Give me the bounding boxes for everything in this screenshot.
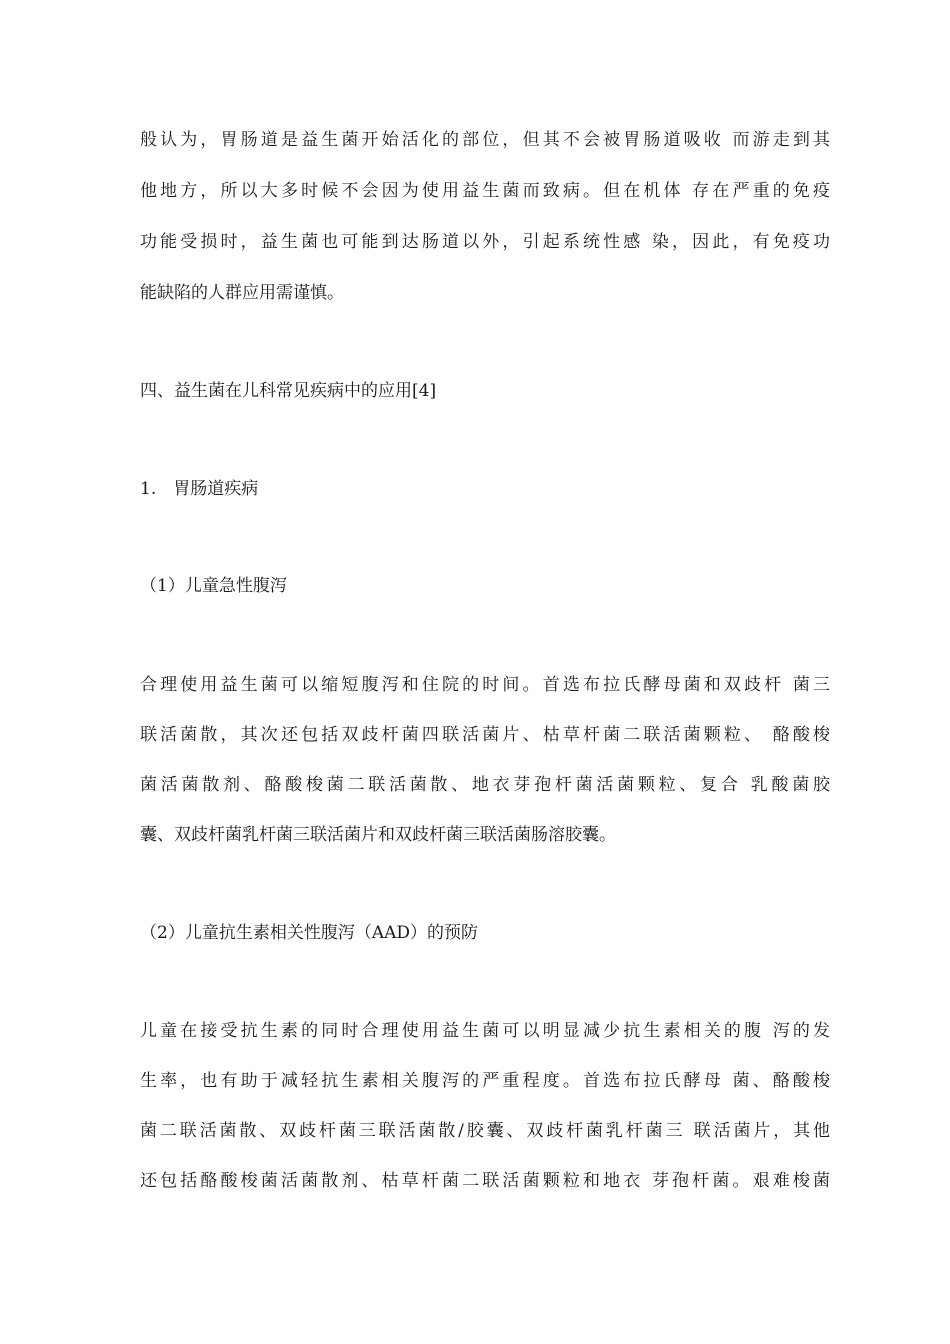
subsection-heading: 1. 胃肠道疾病 <box>140 479 259 499</box>
paragraph-3-line-2: 生率，也有助于减轻抗生素相关腹泻的严重程度。首选布拉氏酵母 菌、酪酸梭 <box>140 1071 830 1091</box>
paragraph-1-line-4: 能缺陷的人群应用需谨慎。 <box>140 283 344 303</box>
paragraph-3-line-4: 还包括酪酸梭菌活菌散剂、枯草杆菌二联活菌颗粒和地衣 芽孢杆菌。艰难梭菌 <box>140 1171 830 1191</box>
paragraph-1-line-1: 般认为，胃肠道是益生菌开始活化的部位，但其不会被胃肠道吸收 而游走到其 <box>140 130 830 150</box>
paragraph-3-line-3: 菌二联活菌散、双歧杆菌三联活菌散/胶囊、双歧杆菌乳杆菌三 联活菌片，其他 <box>140 1121 830 1141</box>
paragraph-2-line-1: 合理使用益生菌可以缩短腹泻和住院的时间。首选布拉氏酵母菌和双歧杆 菌三 <box>140 675 830 695</box>
item-2-heading: （2）儿童抗生素相关性腹泻（AAD）的预防 <box>140 923 478 943</box>
paragraph-2-line-3: 菌活菌散剂、酪酸梭菌二联活菌散、地衣芽孢杆菌活菌颗粒、复合 乳酸菌胶 <box>140 775 830 795</box>
section-heading: 四、益生菌在儿科常见疾病中的应用[4] <box>140 381 437 401</box>
paragraph-2-line-2: 联活菌散，其次还包括双歧杆菌四联活菌片、枯草杆菌二联活菌颗粒、 酪酸梭 <box>140 725 830 745</box>
item-1-heading: （1）儿童急性腹泻 <box>140 576 287 596</box>
paragraph-2-line-4: 囊、双歧杆菌乳杆菌三联活菌片和双歧杆菌三联活菌肠溶胶囊。 <box>140 825 616 845</box>
paragraph-3-line-1: 儿童在接受抗生素的同时合理使用益生菌可以明显减少抗生素相关的腹 泻的发 <box>140 1021 830 1041</box>
paragraph-1-line-2: 他地方，所以大多时候不会因为使用益生菌而致病。但在机体 存在严重的免疫 <box>140 181 830 201</box>
paragraph-1-line-3: 功能受损时，益生菌也可能到达肠道以外，引起系统性感 染，因此，有免疫功 <box>140 232 830 252</box>
